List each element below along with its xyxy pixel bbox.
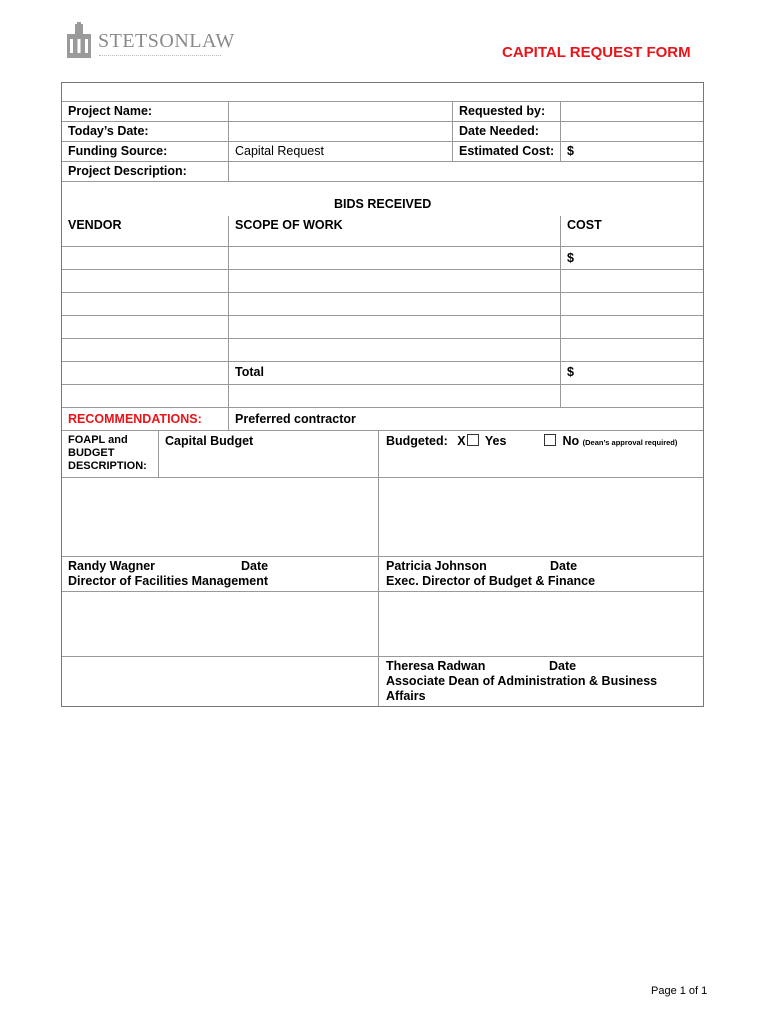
- capital-budget-cell[interactable]: [158, 431, 378, 477]
- signature-space-row: [62, 477, 703, 556]
- signer1-date-label: Date: [241, 559, 269, 573]
- bid-row: [62, 292, 703, 315]
- date-needed-label: Date Needed:: [459, 124, 539, 138]
- total-row: [62, 361, 703, 384]
- yes-mark: X: [457, 434, 466, 448]
- budgeted-label: Budgeted:: [386, 434, 448, 448]
- signature-names-row: [62, 556, 703, 591]
- cost-cell[interactable]: [560, 316, 703, 338]
- vendor-header: VENDOR: [68, 218, 122, 232]
- blank-row: [62, 83, 703, 101]
- cost-cell[interactable]: [560, 293, 703, 315]
- signer2-date-label: Date: [550, 559, 578, 573]
- signer1-title: Director of Facilities Management: [68, 574, 269, 588]
- yes-checkbox[interactable]: [467, 434, 479, 446]
- bid-row: [62, 315, 703, 338]
- recommendations-row: [62, 407, 703, 430]
- first-cost-value: $: [567, 251, 574, 265]
- funding-source-label: Funding Source:: [68, 144, 168, 158]
- bid-row: [62, 269, 703, 292]
- requested-by-field[interactable]: [560, 102, 703, 121]
- signature-box-dean[interactable]: [378, 592, 703, 656]
- foapl-label-line3: DESCRIPTION:: [68, 460, 147, 472]
- recommendations-label: RECOMMENDATIONS:: [68, 412, 202, 426]
- todays-date-label: Today’s Date:: [68, 124, 149, 138]
- foapl-label-line2: BUDGET: [68, 447, 115, 459]
- bid-row: [62, 338, 703, 361]
- cost-cell[interactable]: [560, 339, 703, 361]
- signature-space-row: [62, 591, 703, 656]
- form-title: CAPITAL REQUEST FORM: [502, 44, 691, 61]
- signature-box-budget[interactable]: [378, 478, 703, 556]
- bids-columns-row: [62, 216, 703, 246]
- estimated-cost-value: $: [567, 144, 574, 158]
- dean-signature-row: [62, 656, 703, 706]
- total-cost-cell[interactable]: [560, 362, 703, 384]
- recommendations-field[interactable]: [228, 408, 703, 430]
- vendor-cell[interactable]: [62, 339, 228, 361]
- logo-wordmark: STETSONLAW: [98, 30, 235, 52]
- stetson-law-logo: [66, 22, 235, 62]
- funding-source-field[interactable]: [228, 142, 452, 161]
- bids-received-heading: BIDS RECEIVED: [334, 197, 432, 211]
- capital-budget-value: Capital Budget: [165, 434, 254, 448]
- budgeted-cell: [378, 431, 703, 477]
- vendor-cell[interactable]: [62, 247, 228, 269]
- building-icon: [66, 22, 92, 58]
- page-number: Page 1 of 1: [651, 985, 708, 997]
- project-description-label: Project Description:: [68, 164, 187, 178]
- scope-cell[interactable]: [228, 270, 560, 292]
- yes-label: Yes: [484, 434, 507, 448]
- bids-header-row: [62, 181, 703, 216]
- signer2-title: Exec. Director of Budget & Finance: [386, 574, 596, 588]
- no-checkbox[interactable]: [544, 434, 556, 446]
- blank-row: [62, 384, 703, 407]
- date-needed-field[interactable]: [560, 122, 703, 141]
- cost-header: COST: [567, 218, 602, 232]
- vendor-cell[interactable]: [62, 316, 228, 338]
- signer1-name: Randy Wagner: [68, 559, 156, 573]
- project-name-row: [62, 101, 703, 121]
- todays-date-field[interactable]: [228, 122, 452, 141]
- total-label: Total: [235, 365, 264, 379]
- recommendations-value: Preferred contractor: [235, 412, 356, 426]
- foapl-label-line1: FOAPL and: [68, 434, 128, 446]
- signer2-name: Patricia Johnson: [386, 559, 487, 573]
- todays-date-row: [62, 121, 703, 141]
- scope-cell[interactable]: [228, 247, 560, 269]
- funding-source-value: Capital Request: [235, 144, 324, 158]
- budget-row: [62, 430, 703, 477]
- no-note: (Dean’s approval required): [582, 438, 678, 447]
- project-description-field[interactable]: [228, 162, 703, 181]
- capital-request-form: [61, 82, 704, 707]
- logo-tagline: [99, 55, 221, 58]
- estimated-cost-field[interactable]: [560, 142, 703, 161]
- project-description-row: [62, 161, 703, 181]
- scope-of-work-header: SCOPE OF WORK: [235, 218, 343, 232]
- project-name-field[interactable]: [228, 102, 452, 121]
- funding-source-row: [62, 141, 703, 161]
- vendor-cell[interactable]: [62, 270, 228, 292]
- requested-by-label: Requested by:: [459, 104, 546, 118]
- bid-row: [62, 246, 703, 269]
- signer3-date-label: Date: [549, 659, 577, 673]
- scope-cell[interactable]: [228, 293, 560, 315]
- signature-box-facilities[interactable]: [62, 478, 378, 556]
- scope-cell[interactable]: [228, 339, 560, 361]
- scope-cell[interactable]: [228, 316, 560, 338]
- signer3-name: Theresa Radwan: [386, 659, 486, 673]
- signer3-title-line2: Affairs: [386, 689, 426, 703]
- project-name-label: Project Name:: [68, 104, 153, 118]
- estimated-cost-label: Estimated Cost:: [459, 144, 555, 158]
- cost-cell[interactable]: [560, 270, 703, 292]
- total-cost-value: $: [567, 365, 574, 379]
- no-label: No: [562, 434, 580, 448]
- vendor-cell[interactable]: [62, 293, 228, 315]
- cost-cell[interactable]: [560, 247, 703, 269]
- signer3-title-line1: Associate Dean of Administration & Business: [386, 674, 658, 688]
